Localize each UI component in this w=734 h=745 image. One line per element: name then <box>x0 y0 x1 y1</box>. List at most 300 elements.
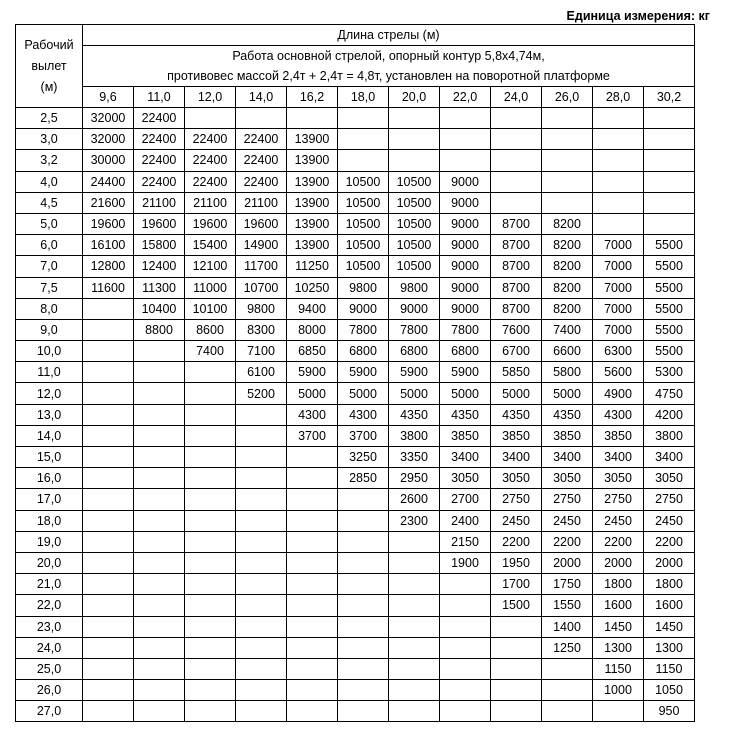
capacity-cell <box>236 468 287 489</box>
capacity-cell: 4750 <box>644 383 695 404</box>
capacity-cell <box>185 468 236 489</box>
capacity-cell <box>83 616 134 637</box>
capacity-cell: 3400 <box>440 447 491 468</box>
capacity-cell <box>491 701 542 722</box>
capacity-cell: 9000 <box>440 171 491 192</box>
capacity-cell: 1950 <box>491 552 542 573</box>
capacity-cell: 8700 <box>491 277 542 298</box>
operating-mode-description <box>83 46 695 87</box>
capacity-cell: 9000 <box>440 235 491 256</box>
capacity-cell <box>440 574 491 595</box>
capacity-cell <box>338 531 389 552</box>
capacity-cell: 5500 <box>644 256 695 277</box>
capacity-cell: 8200 <box>542 277 593 298</box>
capacity-cell: 1700 <box>491 574 542 595</box>
capacity-cell <box>440 701 491 722</box>
radius-cell: 22,0 <box>16 595 83 616</box>
capacity-cell <box>440 150 491 171</box>
capacity-cell <box>83 447 134 468</box>
capacity-cell: 7000 <box>593 277 644 298</box>
capacity-cell: 11250 <box>287 256 338 277</box>
capacity-cell: 8200 <box>542 256 593 277</box>
capacity-cell: 12100 <box>185 256 236 277</box>
capacity-cell <box>185 637 236 658</box>
capacity-cell <box>134 341 185 362</box>
capacity-cell: 3050 <box>491 468 542 489</box>
capacity-cell <box>236 616 287 637</box>
capacity-cell <box>491 171 542 192</box>
capacity-cell: 10500 <box>338 235 389 256</box>
boom-length-cell: 18,0 <box>338 87 389 108</box>
capacity-cell <box>440 658 491 679</box>
capacity-cell: 21100 <box>236 192 287 213</box>
boom-length-cell: 30,2 <box>644 87 695 108</box>
capacity-cell <box>593 129 644 150</box>
capacity-cell <box>185 531 236 552</box>
table-row <box>16 637 695 658</box>
capacity-cell: 5000 <box>338 383 389 404</box>
table-row <box>16 447 695 468</box>
capacity-cell <box>134 680 185 701</box>
capacity-cell: 5850 <box>491 362 542 383</box>
capacity-cell: 8800 <box>134 319 185 340</box>
capacity-cell <box>287 489 338 510</box>
capacity-cell: 5900 <box>338 362 389 383</box>
capacity-cell <box>287 468 338 489</box>
capacity-cell: 21100 <box>134 192 185 213</box>
capacity-cell: 10500 <box>389 213 440 234</box>
capacity-cell <box>185 701 236 722</box>
capacity-cell: 10500 <box>338 192 389 213</box>
capacity-cell: 1250 <box>542 637 593 658</box>
capacity-cell <box>287 616 338 637</box>
capacity-cell: 9800 <box>389 277 440 298</box>
radius-cell: 16,0 <box>16 468 83 489</box>
radius-cell: 20,0 <box>16 552 83 573</box>
radius-cell: 21,0 <box>16 574 83 595</box>
radius-cell: 18,0 <box>16 510 83 531</box>
capacity-cell: 10500 <box>389 171 440 192</box>
capacity-cell: 6700 <box>491 341 542 362</box>
capacity-cell: 5500 <box>644 277 695 298</box>
radius-cell: 9,0 <box>16 319 83 340</box>
capacity-cell <box>338 108 389 129</box>
capacity-cell: 11300 <box>134 277 185 298</box>
capacity-cell: 1150 <box>644 658 695 679</box>
table-row <box>16 192 695 213</box>
capacity-cell: 3800 <box>389 425 440 446</box>
radius-cell: 26,0 <box>16 680 83 701</box>
capacity-cell: 11600 <box>83 277 134 298</box>
capacity-cell: 10500 <box>389 256 440 277</box>
table-row <box>16 701 695 722</box>
capacity-cell <box>593 701 644 722</box>
radius-cell: 27,0 <box>16 701 83 722</box>
capacity-cell <box>644 150 695 171</box>
capacity-cell <box>338 150 389 171</box>
capacity-cell: 3400 <box>593 447 644 468</box>
capacity-cell: 15800 <box>134 235 185 256</box>
capacity-cell: 21600 <box>83 192 134 213</box>
capacity-cell <box>491 150 542 171</box>
capacity-cell: 2450 <box>644 510 695 531</box>
table-row <box>16 404 695 425</box>
capacity-cell <box>440 129 491 150</box>
radius-header <box>16 25 83 108</box>
capacity-cell <box>185 552 236 573</box>
capacity-cell <box>83 383 134 404</box>
capacity-cell: 8200 <box>542 298 593 319</box>
capacity-cell <box>593 213 644 234</box>
capacity-cell: 2750 <box>542 489 593 510</box>
capacity-cell: 3400 <box>644 447 695 468</box>
table-row <box>16 235 695 256</box>
boom-length-cell: 14,0 <box>236 87 287 108</box>
radius-cell: 11,0 <box>16 362 83 383</box>
capacity-cell <box>134 362 185 383</box>
capacity-cell: 22400 <box>134 129 185 150</box>
boom-length-header: Длина стрелы (м) <box>83 25 695 46</box>
capacity-cell: 5000 <box>389 383 440 404</box>
capacity-cell: 1300 <box>644 637 695 658</box>
capacity-cell: 1800 <box>593 574 644 595</box>
capacity-cell: 3850 <box>491 425 542 446</box>
capacity-cell: 22400 <box>236 171 287 192</box>
capacity-cell <box>338 616 389 637</box>
capacity-cell: 7600 <box>491 319 542 340</box>
capacity-cell: 5900 <box>389 362 440 383</box>
capacity-cell <box>185 383 236 404</box>
capacity-cell <box>134 383 185 404</box>
table-row <box>16 489 695 510</box>
capacity-cell: 8700 <box>491 213 542 234</box>
capacity-cell: 5300 <box>644 362 695 383</box>
capacity-cell: 10700 <box>236 277 287 298</box>
capacity-cell <box>542 680 593 701</box>
radius-header-line2: вылет <box>31 58 67 73</box>
capacity-cell <box>287 531 338 552</box>
capacity-cell: 6100 <box>236 362 287 383</box>
capacity-cell <box>83 468 134 489</box>
capacity-cell <box>134 595 185 616</box>
capacity-cell <box>389 616 440 637</box>
capacity-cell: 2600 <box>389 489 440 510</box>
capacity-cell: 6800 <box>338 341 389 362</box>
capacity-cell: 4300 <box>287 404 338 425</box>
capacity-cell: 2750 <box>593 489 644 510</box>
capacity-cell: 13900 <box>287 171 338 192</box>
capacity-cell: 19600 <box>185 213 236 234</box>
table-row <box>16 171 695 192</box>
capacity-cell <box>338 510 389 531</box>
capacity-cell: 9400 <box>287 298 338 319</box>
capacity-cell: 10250 <box>287 277 338 298</box>
capacity-cell <box>338 637 389 658</box>
capacity-cell <box>83 658 134 679</box>
capacity-cell: 5200 <box>236 383 287 404</box>
capacity-cell: 9800 <box>236 298 287 319</box>
capacity-cell <box>83 595 134 616</box>
capacity-cell: 7000 <box>593 256 644 277</box>
capacity-cell: 2400 <box>440 510 491 531</box>
capacity-cell <box>389 552 440 573</box>
capacity-cell <box>134 658 185 679</box>
capacity-cell: 4300 <box>593 404 644 425</box>
capacity-cell: 1800 <box>644 574 695 595</box>
capacity-cell <box>287 574 338 595</box>
capacity-cell: 1000 <box>593 680 644 701</box>
capacity-cell: 1400 <box>542 616 593 637</box>
capacity-cell: 9000 <box>440 277 491 298</box>
capacity-cell: 3850 <box>593 425 644 446</box>
capacity-cell <box>185 510 236 531</box>
table-row <box>16 658 695 679</box>
capacity-cell: 22400 <box>134 150 185 171</box>
radius-cell: 15,0 <box>16 447 83 468</box>
capacity-cell <box>185 425 236 446</box>
capacity-cell <box>542 129 593 150</box>
capacity-cell <box>644 171 695 192</box>
capacity-cell <box>134 447 185 468</box>
boom-lengths-row <box>16 87 695 108</box>
capacity-cell: 1450 <box>593 616 644 637</box>
radius-cell: 8,0 <box>16 298 83 319</box>
capacity-cell: 16100 <box>83 235 134 256</box>
radius-cell: 5,0 <box>16 213 83 234</box>
capacity-cell: 22400 <box>134 108 185 129</box>
capacity-cell: 1500 <box>491 595 542 616</box>
capacity-cell: 13900 <box>287 235 338 256</box>
capacity-cell <box>83 341 134 362</box>
capacity-cell <box>236 595 287 616</box>
capacity-cell: 10500 <box>338 256 389 277</box>
capacity-cell <box>134 574 185 595</box>
capacity-cell <box>236 108 287 129</box>
capacity-cell <box>185 574 236 595</box>
capacity-cell <box>134 637 185 658</box>
capacity-cell: 5000 <box>287 383 338 404</box>
capacity-cell <box>83 531 134 552</box>
capacity-cell: 4350 <box>491 404 542 425</box>
capacity-cell: 10500 <box>389 235 440 256</box>
table-row <box>16 150 695 171</box>
capacity-cell: 6800 <box>440 341 491 362</box>
capacity-cell <box>593 171 644 192</box>
capacity-cell <box>83 552 134 573</box>
boom-length-cell: 20,0 <box>389 87 440 108</box>
capacity-cell: 7100 <box>236 341 287 362</box>
capacity-cell: 10500 <box>338 171 389 192</box>
capacity-cell: 6800 <box>389 341 440 362</box>
capacity-cell: 3800 <box>644 425 695 446</box>
radius-cell: 4,0 <box>16 171 83 192</box>
capacity-cell: 21100 <box>185 192 236 213</box>
capacity-cell: 2750 <box>644 489 695 510</box>
capacity-cell: 15400 <box>185 235 236 256</box>
capacity-cell <box>287 701 338 722</box>
capacity-cell: 1550 <box>542 595 593 616</box>
capacity-cell <box>287 637 338 658</box>
capacity-cell <box>236 552 287 573</box>
capacity-cell: 10400 <box>134 298 185 319</box>
capacity-cell <box>389 129 440 150</box>
capacity-cell: 4350 <box>542 404 593 425</box>
capacity-cell: 3050 <box>593 468 644 489</box>
capacity-cell: 3250 <box>338 447 389 468</box>
capacity-cell <box>236 680 287 701</box>
capacity-cell: 5000 <box>491 383 542 404</box>
unit-label: Единица измерения: кг <box>566 9 710 23</box>
operating-mode-line2: противовес массой 2,4т + 2,4т = 4,8т, установлен на поворотной платформе <box>167 69 610 83</box>
capacity-cell <box>134 468 185 489</box>
boom-length-cell: 28,0 <box>593 87 644 108</box>
capacity-cell: 7800 <box>440 319 491 340</box>
capacity-cell: 6300 <box>593 341 644 362</box>
capacity-cell <box>338 701 389 722</box>
capacity-cell: 1900 <box>440 552 491 573</box>
capacity-cell <box>83 362 134 383</box>
capacity-cell <box>542 171 593 192</box>
capacity-cell <box>440 595 491 616</box>
capacity-cell: 8700 <box>491 298 542 319</box>
capacity-cell <box>491 680 542 701</box>
capacity-cell: 5500 <box>644 298 695 319</box>
capacity-cell: 1300 <box>593 637 644 658</box>
capacity-cell <box>491 637 542 658</box>
table-row <box>16 277 695 298</box>
radius-cell: 2,5 <box>16 108 83 129</box>
capacity-cell: 22400 <box>185 171 236 192</box>
capacity-cell: 11700 <box>236 256 287 277</box>
capacity-cell: 3400 <box>491 447 542 468</box>
capacity-cell: 4350 <box>389 404 440 425</box>
capacity-cell: 3850 <box>542 425 593 446</box>
capacity-cell: 2950 <box>389 468 440 489</box>
boom-length-cell: 22,0 <box>440 87 491 108</box>
capacity-cell <box>287 108 338 129</box>
boom-length-cell: 16,2 <box>287 87 338 108</box>
boom-length-cell: 9,6 <box>83 87 134 108</box>
capacity-cell: 14900 <box>236 235 287 256</box>
table-row <box>16 531 695 552</box>
capacity-cell: 2200 <box>644 531 695 552</box>
table-row <box>16 425 695 446</box>
capacity-cell <box>389 595 440 616</box>
capacity-cell: 9000 <box>440 298 491 319</box>
capacity-cell: 32000 <box>83 129 134 150</box>
capacity-cell <box>338 489 389 510</box>
capacity-cell: 3700 <box>287 425 338 446</box>
capacity-cell: 24400 <box>83 171 134 192</box>
capacity-cell: 13900 <box>287 213 338 234</box>
radius-header-line3: (м) <box>40 79 58 94</box>
capacity-cell: 7000 <box>593 319 644 340</box>
capacity-cell <box>287 510 338 531</box>
capacity-cell: 8700 <box>491 235 542 256</box>
capacity-cell <box>389 637 440 658</box>
capacity-cell: 1600 <box>644 595 695 616</box>
capacity-cell: 4350 <box>440 404 491 425</box>
capacity-cell <box>134 701 185 722</box>
capacity-cell <box>338 680 389 701</box>
capacity-cell: 5800 <box>542 362 593 383</box>
capacity-cell: 22400 <box>185 129 236 150</box>
capacity-cell: 2200 <box>491 531 542 552</box>
capacity-cell: 8600 <box>185 319 236 340</box>
capacity-cell: 10500 <box>389 192 440 213</box>
capacity-cell <box>83 680 134 701</box>
capacity-cell <box>338 129 389 150</box>
capacity-cell <box>185 489 236 510</box>
capacity-cell: 3700 <box>338 425 389 446</box>
capacity-cell <box>236 404 287 425</box>
capacity-cell: 3400 <box>542 447 593 468</box>
operating-mode-line1: Работа основной стрелой, опорный контур 5,8х4,74м, <box>232 49 545 63</box>
capacity-cell: 5000 <box>542 383 593 404</box>
capacity-cell: 32000 <box>83 108 134 129</box>
table-row <box>16 129 695 150</box>
capacity-cell <box>83 701 134 722</box>
capacity-cell: 4200 <box>644 404 695 425</box>
table-row <box>16 341 695 362</box>
capacity-cell: 7400 <box>185 341 236 362</box>
capacity-cell: 950 <box>644 701 695 722</box>
table-row <box>16 574 695 595</box>
capacity-cell: 8200 <box>542 213 593 234</box>
capacity-cell <box>185 447 236 468</box>
capacity-cell <box>83 637 134 658</box>
capacity-cell: 8000 <box>287 319 338 340</box>
capacity-cell <box>389 658 440 679</box>
capacity-cell: 6850 <box>287 341 338 362</box>
capacity-cell: 2450 <box>593 510 644 531</box>
capacity-cell: 5600 <box>593 362 644 383</box>
capacity-cell <box>338 658 389 679</box>
capacity-cell <box>440 108 491 129</box>
capacity-cell <box>440 637 491 658</box>
capacity-cell <box>338 552 389 573</box>
capacity-cell: 7800 <box>338 319 389 340</box>
capacity-cell <box>491 658 542 679</box>
boom-length-cell: 12,0 <box>185 87 236 108</box>
radius-cell: 17,0 <box>16 489 83 510</box>
capacity-cell: 4900 <box>593 383 644 404</box>
capacity-cell: 2700 <box>440 489 491 510</box>
radius-cell: 3,0 <box>16 129 83 150</box>
radius-cell: 19,0 <box>16 531 83 552</box>
radius-cell: 25,0 <box>16 658 83 679</box>
table-row <box>16 256 695 277</box>
capacity-cell: 8200 <box>542 235 593 256</box>
capacity-cell: 7800 <box>389 319 440 340</box>
capacity-cell <box>287 447 338 468</box>
capacity-cell <box>83 574 134 595</box>
capacity-cell: 2000 <box>644 552 695 573</box>
capacity-cell <box>134 531 185 552</box>
boom-length-cell: 24,0 <box>491 87 542 108</box>
capacity-cell <box>440 680 491 701</box>
capacity-cell <box>389 574 440 595</box>
capacity-cell: 2450 <box>491 510 542 531</box>
capacity-cell <box>185 404 236 425</box>
capacity-cell <box>644 213 695 234</box>
capacity-cell <box>185 616 236 637</box>
load-chart-table <box>15 24 695 722</box>
table-row <box>16 552 695 573</box>
capacity-cell <box>287 595 338 616</box>
capacity-cell <box>491 108 542 129</box>
capacity-cell <box>389 150 440 171</box>
